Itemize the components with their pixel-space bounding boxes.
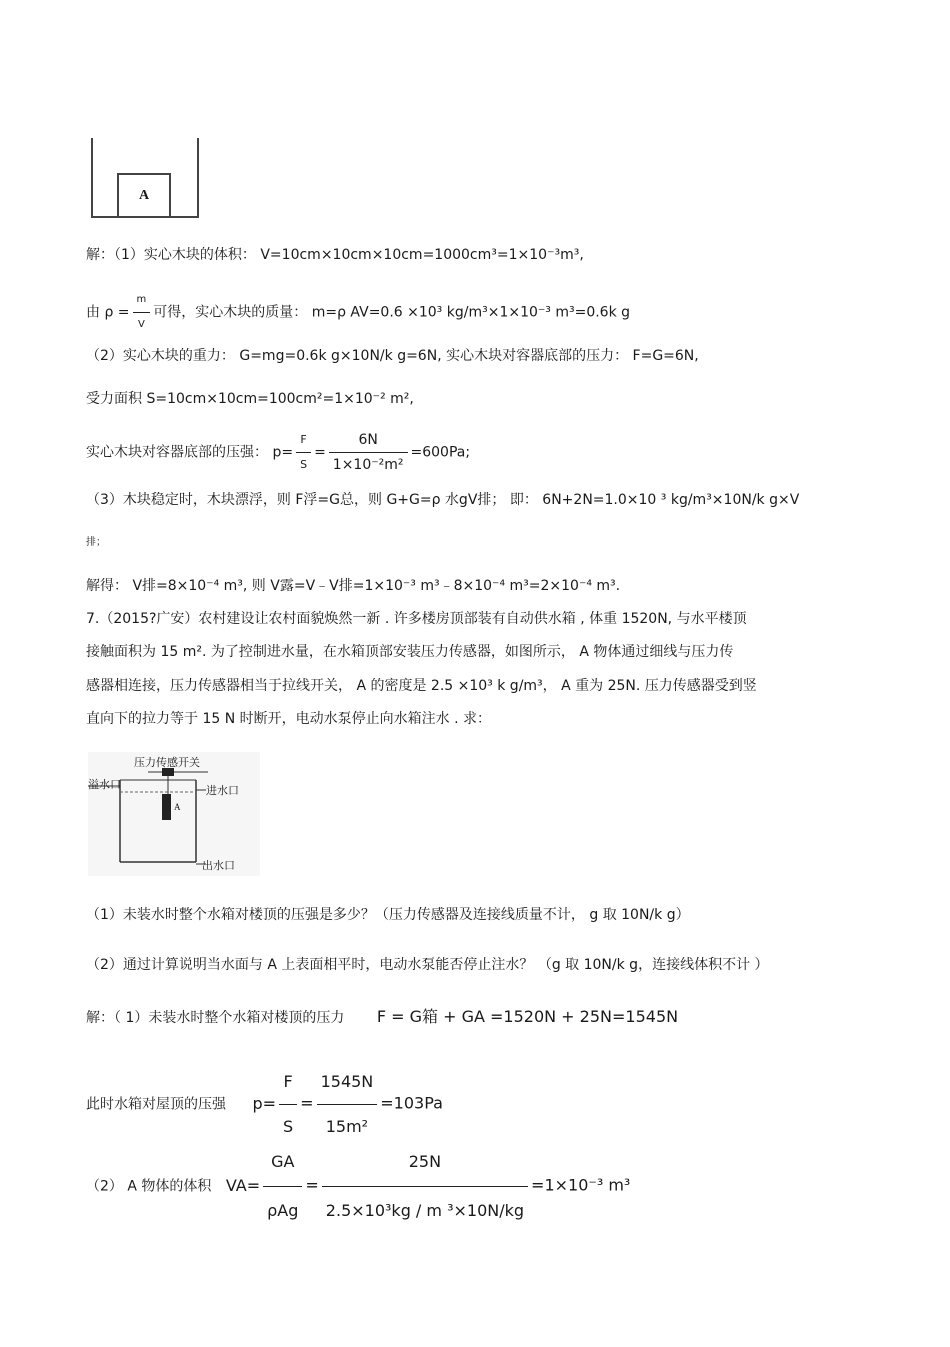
inlet-label: 进水口 — [206, 785, 239, 797]
pressure-symbol: p= — [252, 1093, 277, 1113]
equals-sign: = — [300, 1093, 314, 1113]
solution-float-line-cont: 排； — [86, 537, 106, 548]
fraction-numerator: 1545N — [317, 1062, 378, 1105]
volume-fraction-ga — [263, 1140, 302, 1233]
density-fraction — [133, 290, 151, 335]
force-formula: F = G箱 + GA =1520N + 25N=1545N — [376, 1007, 679, 1026]
solution-float-line: （3）木块稳定时，木块漂浮，则 F浮=G总，则 G+G=ρ 水gV排； 即： 6N+2N=1.0×10 ³ kg/m³×10N/k g×V — [86, 492, 800, 508]
fraction-denominator: 2.5×10³kg / m ³×10N/kg — [325, 1201, 525, 1220]
outlet-label: 出水口 — [202, 860, 235, 872]
volume-prefix: （2） A 物体的体积 — [86, 1178, 212, 1195]
block-a — [162, 794, 171, 820]
problem-7-line-4: 直向下的拉力等于 15 N 时断开，电动水泵停止向水箱注水 . 求： — [86, 711, 491, 727]
pressure-result: =600Pa; — [410, 444, 471, 461]
problem-7-line-2: 接触面积为 15 m². 为了控制进水量，在水箱顶部安装压力传感器，如图所示， A 物体通过细线与压力传 — [86, 644, 734, 660]
fraction-numerator: F — [296, 430, 311, 453]
fraction-numerator: F — [279, 1062, 297, 1105]
block-a-label: A — [139, 188, 150, 203]
fraction-denominator: V — [137, 319, 145, 330]
problem-7-line-3: 感器相连接，压力传感器相当于拉线开关， A 的密度是 2.5 ×10³ k g/m³， A 重为 25N. 压力传感器受到竖 — [86, 678, 757, 694]
volume-fraction-value — [322, 1140, 528, 1233]
answer-2-volume-line — [86, 1140, 630, 1233]
block-a-label: A — [174, 802, 181, 812]
figure-container-block — [88, 138, 204, 220]
fraction-numerator: 6N — [329, 430, 408, 453]
pressure-result: =103Pa — [380, 1093, 443, 1113]
solution-area-line: 受力面积 S=10cm×10cm=100cm²=1×10⁻² m², — [86, 391, 414, 407]
container-diagram — [88, 138, 204, 220]
fraction-denominator: ρAg — [267, 1201, 299, 1220]
sensor-switch-label: 压力传感开关 — [134, 757, 200, 769]
fraction-numerator: m — [133, 290, 151, 313]
overflow-outlet-label: 溢水口 — [88, 779, 121, 791]
solution-volume-line: 解：（1）实心木块的体积： V=10cm×10cm×10cm=1000cm³=1×10⁻³m³, — [86, 247, 584, 263]
volume-symbol: VA= — [225, 1175, 261, 1195]
pressure-fraction-value — [317, 1062, 378, 1147]
solution-pressure-line: 实心木块对容器底部的压强： p= $\frac{F}{S}$ = $\frac{6N}{\text{1×10⁻²m²}}$ =600Pa; — [86, 432, 471, 473]
fraction-numerator: GA — [263, 1140, 302, 1187]
pressure-fraction-fs — [279, 1062, 297, 1147]
fraction-denominator: 15m² — [325, 1117, 369, 1136]
fraction-denominator: S — [300, 458, 308, 471]
figure-water-tank — [88, 752, 260, 876]
pressure-fraction-value — [329, 430, 408, 475]
solution-volume-exposed-line: 解得： V排=8×10⁻⁴ m³, 则 V露=V﹣V排=1×10⁻³ m³﹣8×10⁻⁴ m³=2×10⁻⁴ m³. — [86, 578, 621, 594]
pressure-prefix: 实心木块对容器底部的压强： p= — [86, 444, 294, 461]
pressure-prefix: 此时水箱对屋顶的压强 — [86, 1096, 226, 1113]
mass-text: 可得，实心木块的质量： m=ρ AV=0.6 ×10³ kg/m³×1×10⁻³ m³=0.6k g — [153, 304, 631, 321]
fraction-denominator: S — [283, 1117, 294, 1136]
solution-mass-line — [86, 290, 630, 335]
question-1: （1）未装水时整个水箱对楼顶的压强是多少？（压力传感器及连接线质量不计， g 取 10N/k g） — [86, 907, 690, 923]
question-2: （2）通过计算说明当水面与 A 上表面相平时，电动水泵能否停止注水？ （g 取 10N/k g，连接线体积不计 ） — [86, 957, 769, 973]
volume-result: =1×10⁻³ m³ — [531, 1175, 631, 1195]
fraction-denominator: 1×10⁻²m² — [332, 457, 404, 473]
density-prefix: 由 ρ = — [86, 304, 130, 321]
force-prefix: 解：（ 1）未装水时整个水箱对楼顶的压力 — [86, 1010, 345, 1026]
fraction-numerator: 25N — [322, 1140, 528, 1187]
equals-sign: = — [305, 1175, 319, 1195]
pressure-fraction-fs — [296, 430, 311, 475]
problem-7-line-1: 7.（2015?广安）农村建设让农村面貌焕然一新 . 许多楼房顶部装有自动供水箱 , 体重 1520N, 与水平楼顶 — [86, 611, 747, 627]
answer-1-pressure-line — [86, 1062, 443, 1147]
solution-weight-line: （2）实心木块的重力： G=mg=0.6k g×10N/k g=6N, 实心木块对容器底部的压力： F=G=6N, — [86, 348, 699, 364]
answer-1-force-line — [86, 1007, 678, 1028]
